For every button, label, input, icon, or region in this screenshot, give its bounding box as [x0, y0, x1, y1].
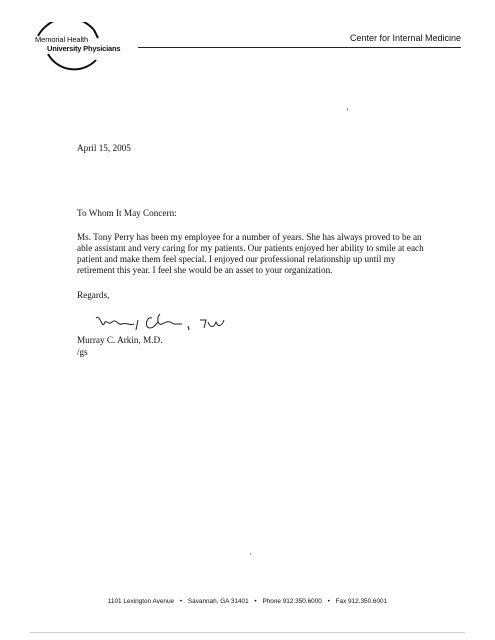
logo-line-memorial-health: Memorial Health: [35, 35, 89, 44]
footer-bullet-icon: •: [254, 598, 257, 605]
letterhead-rule: [138, 47, 461, 48]
footer-fax: Fax 912.350.6001: [335, 598, 388, 605]
letter-body: Ms. Tony Perry has been my employee for a number of years. She has always proved to be an able assistant and very caring for my patients. Our patients enjoyed her ability to smile at each patient and make them feel special. I enjoyed our professional relationship up until my retirement this year. I feel she would be an asset to your organization.: [77, 232, 424, 275]
letter-date: April 15, 2005: [77, 143, 131, 153]
footer-bullet-icon: •: [327, 598, 330, 605]
memorial-health-logo: [30, 22, 140, 72]
footer-contact: [0, 598, 495, 605]
signer-name: Murray C. Arkin, M.D.: [77, 335, 163, 345]
letter-closing: Regards,: [77, 290, 110, 300]
footer-rule: [30, 632, 465, 633]
logo-line-university-physicians: University Physicians: [47, 44, 121, 53]
scan-speck: [347, 108, 348, 111]
footer-address: 1101 Lexington Avenue: [107, 598, 175, 605]
footer-bullet-icon: •: [179, 598, 183, 605]
footer-city: Savannah, GA 31401: [187, 598, 249, 605]
department-name: Center for Internal Medicine: [349, 33, 461, 43]
scan-speck: [250, 553, 251, 555]
handwritten-signature: [90, 306, 240, 336]
footer-phone: Phone 912.350.6000: [262, 598, 322, 605]
typist-initials: /gs: [77, 347, 88, 357]
letter-salutation: To Whom It May Concern:: [77, 208, 177, 218]
